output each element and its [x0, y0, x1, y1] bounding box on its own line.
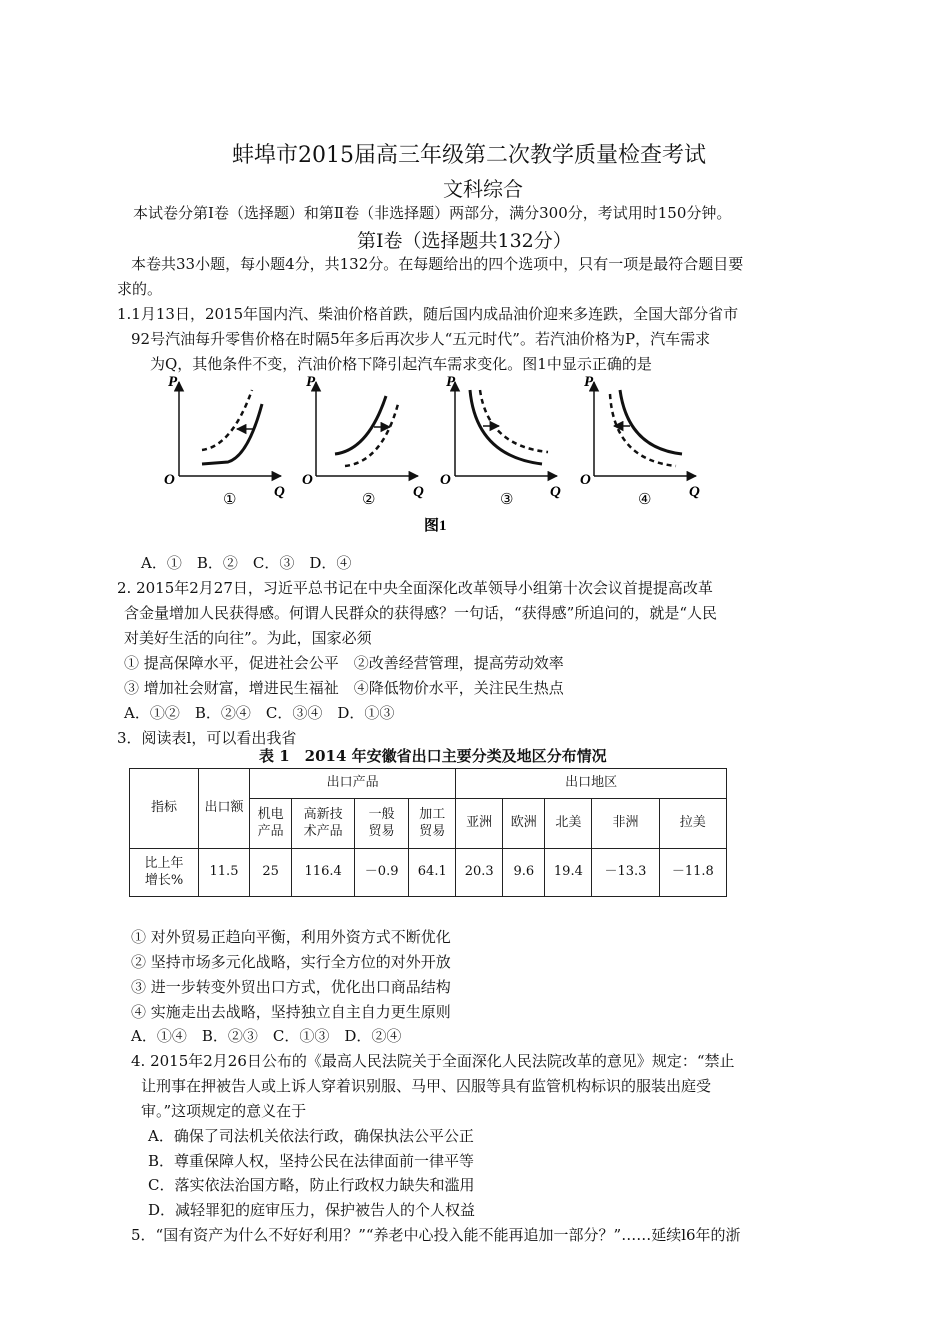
panel-label-1: ① [223, 492, 237, 508]
figure-1 [150, 372, 720, 542]
table-cell: 19.4 [545, 849, 592, 897]
q2-statement-2: ③ 增加社会财富，增进民生福祉 ④降低物价水平，关注民生热点 [124, 679, 564, 697]
table-row-label: 比上年 增长% [130, 849, 199, 897]
table-cell: 25 [250, 849, 292, 897]
table-title: 表 1 2014 年安徽省出口主要分类及地区分布情况 [259, 747, 607, 765]
export-table [129, 768, 727, 897]
figure-panel-4 [580, 374, 700, 508]
q4-option-d: D．减轻罪犯的庭审压力，保护被告人的个人权益 [148, 1201, 476, 1219]
q3-line-1: 3．阅读表l，可以看出我省 [117, 729, 297, 747]
q3-options: A．①④ B．②③ C．①③ D．②④ [131, 1027, 402, 1045]
panel-label-4: ④ [638, 492, 652, 508]
table-header-product: 一般 贸易 [354, 799, 408, 849]
q2-line-3: 对美好生活的向往”。为此，国家必须 [124, 629, 372, 647]
table-header-indicator: 指标 [130, 769, 199, 849]
q3-statement-1: ① 对外贸易正趋向平衡，利用外资方式不断优化 [131, 928, 451, 946]
table-header-product: 机电 产品 [250, 799, 292, 849]
q-axis-label: Q [550, 484, 561, 500]
q-axis-label: Q [689, 484, 700, 500]
origin-label: O [440, 472, 451, 488]
section-heading: 第Ⅰ卷（选择题共132分） [357, 230, 572, 252]
q4-line-1: 4. 2015年2月26日公布的《最高人民法院关于全面深化人民法院改革的意见》规定：“禁止 [131, 1052, 735, 1070]
q4-line-3: 审。”这项规定的意义在于 [141, 1102, 307, 1120]
q3-statement-4: ④ 实施走出去战略，坚持独立自主自力更生原则 [131, 1003, 451, 1021]
q2-line-1: 2. 2015年2月27日，习近平总书记在中央全面深化改革领导小组第十次会议首提提高改革 [117, 579, 713, 597]
table-header-region: 非洲 [592, 799, 659, 849]
q2-options: A．①② B．②④ C．③④ D．①③ [124, 704, 395, 722]
exam-title: 蚌埠市2015届高三年级第二次教学质量检查考试 [232, 143, 706, 168]
table-header-region: 亚洲 [456, 799, 503, 849]
table-header-region: 拉美 [659, 799, 726, 849]
table-header-products: 出口产品 [250, 769, 456, 799]
p-axis-label: P [306, 374, 316, 390]
exam-intro: 本试卷分第Ⅰ卷（选择题）和第Ⅱ卷（非选择题）两部分，满分300分，考试用时150分钟。 [133, 204, 732, 222]
exam-subtitle: 文科综合 [443, 177, 523, 201]
p-axis-label: P [446, 374, 456, 390]
origin-label: O [580, 472, 591, 488]
figure-caption: 图1 [424, 518, 447, 534]
table-header-region: 北美 [545, 799, 592, 849]
q3-statement-2: ② 坚持市场多元化战略，实行全方位的对外开放 [131, 953, 451, 971]
origin-label: O [302, 472, 313, 488]
table-cell: 116.4 [292, 849, 355, 897]
table-cell: －13.3 [592, 849, 659, 897]
p-axis-label: P [168, 374, 178, 390]
table-cell: －0.9 [354, 849, 408, 897]
q5-line-1: 5．“国有资产为什么不好好利用？”“养老中心投入能不能再追加一部分？”……延续l6年的浙 [131, 1226, 741, 1244]
q4-option-a: A．确保了司法机关依法行政，确保执法公平公正 [148, 1127, 474, 1145]
q2-line-2: 含金量增加人民获得感。何谓人民群众的获得感？一句话，“获得感”所追问的，就是“人民 [124, 604, 718, 622]
figure-panel-1 [164, 374, 285, 508]
q4-line-2: 让刑事在押被告人或上诉人穿着识别服、马甲、囚服等具有监管机构标识的服装出庭受 [141, 1077, 712, 1095]
q-axis-label: Q [274, 484, 285, 500]
q3-statement-3: ③ 进一步转变外贸出口方式，优化出口商品结构 [131, 978, 451, 996]
instruction-line-2: 求的。 [117, 280, 163, 298]
q-axis-label: Q [413, 484, 424, 500]
origin-label: O [164, 472, 175, 488]
panel-label-2: ② [362, 492, 376, 508]
table-header-region: 欧洲 [503, 799, 545, 849]
p-axis-label: P [584, 374, 594, 390]
table-header-regions: 出口地区 [456, 769, 727, 799]
instruction-line-1: 本卷共33小题，每小题4分，共132分。在每题给出的四个选项中，只有一项是最符合题目要 [131, 255, 744, 273]
panel-label-3: ③ [500, 492, 514, 508]
q4-option-b: B．尊重保障人权，坚持公民在法律面前一律平等 [148, 1152, 475, 1170]
q1-line-2: 92号汽油每升零售价格在时隔5年多后再次步人“五元时代”。若汽油价格为P，汽车需求 [131, 330, 711, 348]
q2-statement-1: ① 提高保障水平，促进社会公平 ②改善经营管理，提高劳动效率 [124, 654, 564, 672]
table-cell: 20.3 [456, 849, 503, 897]
table-header-export-total: 出口额 [199, 769, 250, 849]
table-header-product: 加工 贸易 [409, 799, 456, 849]
table-cell: 11.5 [199, 849, 250, 897]
table-cell: 9.6 [503, 849, 545, 897]
q4-option-c: C．落实依法治国方略，防止行政权力缺失和滥用 [148, 1176, 475, 1194]
figure-panel-3 [440, 374, 561, 508]
q1-options: A．① B．② C．③ D．④ [141, 554, 352, 572]
table-cell: 64.1 [409, 849, 456, 897]
figure-panel-2 [302, 374, 424, 508]
table-header-product: 高新技 术产品 [292, 799, 355, 849]
table-cell: －11.8 [659, 849, 726, 897]
q1-line-3: 为Q，其他条件不变，汽油价格下降引起汽车需求变化。图1中显示正确的是 [150, 355, 652, 373]
q1-line-1: 1.1月13日，2015年国内汽、柴油价格首跌，随后国内成品油价迎来多连跌，全国大部分省市 [117, 305, 739, 323]
